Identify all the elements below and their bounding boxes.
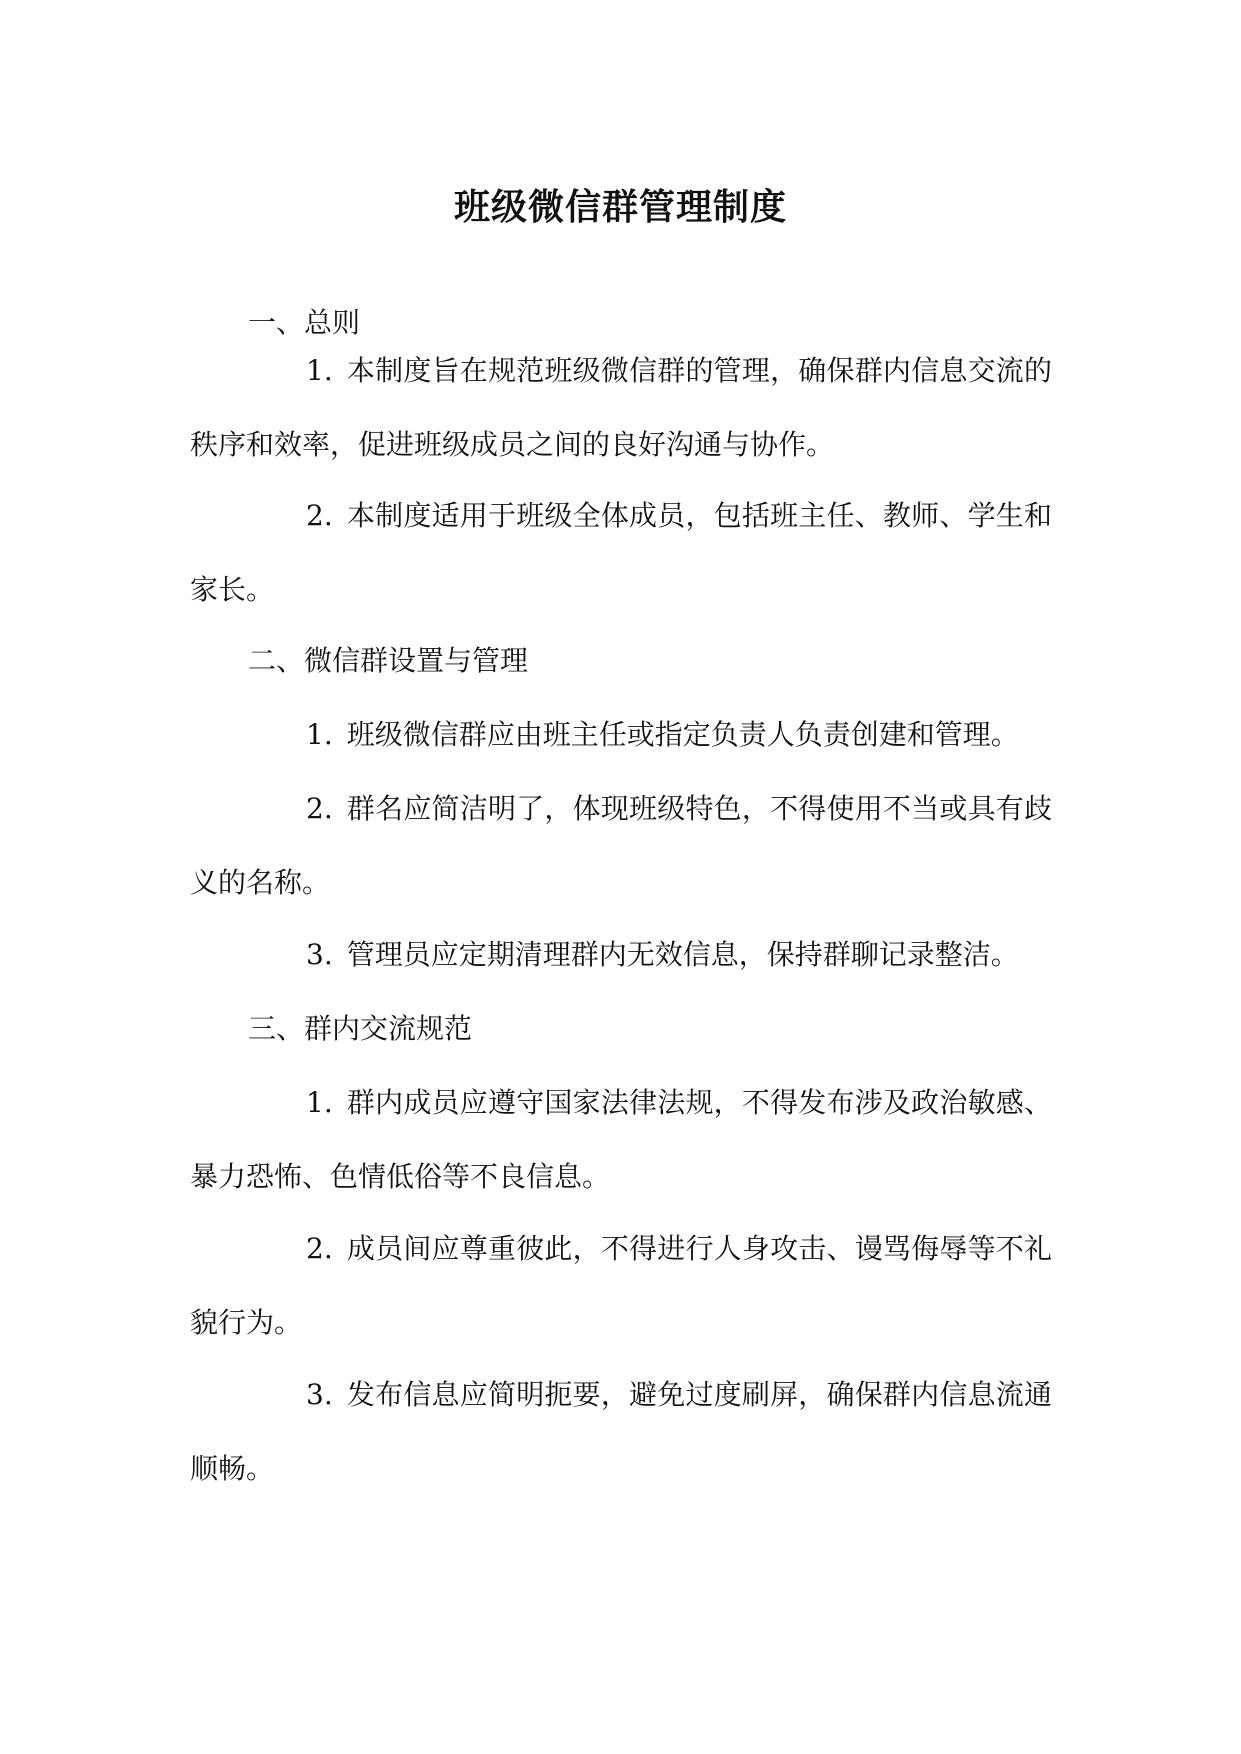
section-1-item-1: [190, 334, 1052, 482]
item-text: 本制度旨在规范班级微信群的管理，确保群内信息交流的秩序和效率，促进班级成员之间的良好沟通与协作。: [190, 354, 1052, 461]
section-2-item-2: [190, 772, 1052, 920]
item-text: 群名应简洁明了，体现班级特色，不得使用不当或具有歧义的名称。: [190, 792, 1052, 899]
item-text: 群内成员应遵守国家法律法规，不得发布涉及政治敏感、暴力恐怖、色情低俗等不良信息。: [190, 1086, 1052, 1193]
item-text: 成员间应尊重彼此，不得进行人身攻击、谩骂侮辱等不礼貌行为。: [190, 1232, 1052, 1339]
section-heading-settings: 二、微信群设置与管理: [248, 644, 529, 677]
item-number: 3.: [306, 1378, 333, 1411]
item-number: 2.: [306, 792, 333, 825]
item-number: 2.: [306, 499, 333, 532]
document-title: 班级微信群管理制度: [453, 186, 787, 228]
section-1-item-2: [190, 479, 1052, 627]
item-number: 1.: [306, 1086, 333, 1119]
item-text: 管理员应定期清理群内无效信息，保持群聊记录整洁。: [346, 938, 1019, 971]
section-3-item-1: [190, 1066, 1052, 1214]
section-heading-communication: 三、群内交流规范: [248, 1012, 473, 1045]
section-3-item-2: [190, 1212, 1052, 1360]
item-text: 本制度适用于班级全体成员，包括班主任、教师、学生和家长。: [190, 499, 1052, 606]
item-number: 1.: [306, 354, 333, 387]
section-3-item-3: [190, 1358, 1052, 1506]
section-2-item-1: [190, 698, 1052, 772]
section-heading-general: 一、总则: [248, 306, 361, 339]
item-text: 发布信息应简明扼要，避免过度刷屏，确保群内信息流通顺畅。: [190, 1378, 1052, 1485]
item-text: 班级微信群应由班主任或指定负责人负责创建和管理。: [346, 718, 1019, 751]
item-number: 2.: [306, 1232, 333, 1265]
item-number: 3.: [306, 938, 333, 971]
item-number: 1.: [306, 718, 333, 751]
section-2-item-3: [190, 918, 1052, 992]
